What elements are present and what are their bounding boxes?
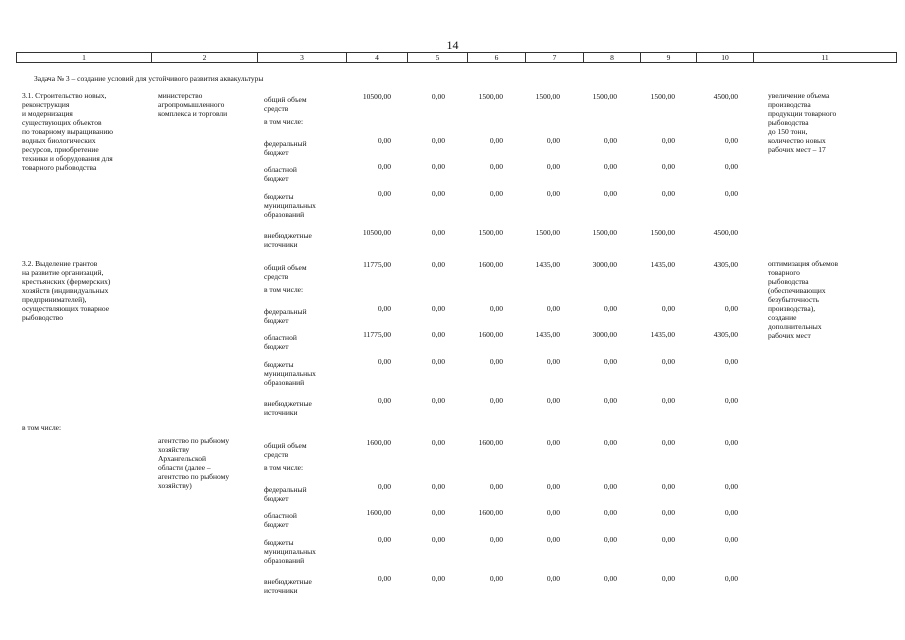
value-cell: 0,00 — [724, 162, 738, 171]
funding-source-label: средств — [264, 104, 289, 113]
value-cell: 1500,00 — [535, 92, 560, 101]
activity-name: хозяйств (индивидуальных — [22, 286, 109, 295]
value-cell: 0,00 — [489, 535, 503, 544]
value-cell: 1500,00 — [535, 228, 560, 237]
expected-result: рыбоводства — [768, 118, 809, 127]
activity-name: крестьянских (фермерских) — [22, 277, 111, 286]
executor-name: хозяйству — [158, 445, 190, 454]
value-cell: 0,00 — [603, 304, 617, 313]
col-header: 2 — [152, 53, 258, 63]
value-cell: 0,00 — [431, 438, 445, 447]
funding-source-label: внебюджетные — [264, 577, 312, 586]
funding-source-label: муниципальных — [264, 201, 316, 210]
value-cell: 0,00 — [724, 574, 738, 583]
value-cell: 1600,00 — [366, 438, 391, 447]
value-cell: 1500,00 — [478, 228, 503, 237]
value-cell: 0,00 — [489, 136, 503, 145]
executor-name: министерство — [158, 91, 203, 100]
value-cell: 0,00 — [724, 136, 738, 145]
value-cell: 0,00 — [489, 189, 503, 198]
value-cell: 0,00 — [603, 574, 617, 583]
value-cell: 0,00 — [603, 438, 617, 447]
value-cell: 0,00 — [431, 330, 445, 339]
value-cell: 1500,00 — [650, 92, 675, 101]
activity-name: и модернизация — [22, 109, 73, 118]
value-cell: 1435,00 — [535, 330, 560, 339]
value-cell: 0,00 — [431, 162, 445, 171]
value-cell: 0,00 — [377, 574, 391, 583]
funding-source-label: федеральный — [264, 307, 307, 316]
executor-name: Архангельской — [158, 454, 206, 463]
funding-source-label: бюджет — [264, 316, 289, 325]
funding-source-label: областной — [264, 165, 297, 174]
value-cell: 0,00 — [546, 189, 560, 198]
funding-source-label: внебюджетные — [264, 399, 312, 408]
value-cell: 4305,00 — [713, 260, 738, 269]
value-cell: 4500,00 — [713, 92, 738, 101]
funding-source-label: бюджеты — [264, 538, 294, 547]
col-header: 1 — [17, 53, 152, 63]
activity-name: ресурсов, приобретение — [22, 145, 99, 154]
value-cell: 0,00 — [603, 508, 617, 517]
funding-source-label: источники — [264, 586, 298, 595]
expected-result: безубыточность — [768, 295, 819, 304]
funding-source-label: бюджет — [264, 494, 289, 503]
executor-name: комплекса и торговли — [158, 109, 228, 118]
activity-name: товарного рыбоводства — [22, 163, 97, 172]
funding-source-label: бюджет — [264, 342, 289, 351]
value-cell: 10500,00 — [362, 228, 391, 237]
funding-source-label: областной — [264, 511, 297, 520]
col-header: 5 — [408, 53, 468, 63]
expected-result: рыбоводства — [768, 277, 809, 286]
value-cell: 0,00 — [489, 357, 503, 366]
value-cell: 1435,00 — [535, 260, 560, 269]
value-cell: 0,00 — [431, 574, 445, 583]
value-cell: 0,00 — [546, 574, 560, 583]
value-cell: 3000,00 — [592, 330, 617, 339]
value-cell: 0,00 — [431, 304, 445, 313]
value-cell: 0,00 — [546, 162, 560, 171]
value-cell: 0,00 — [377, 162, 391, 171]
funding-source-label: образований — [264, 378, 305, 387]
value-cell: 0,00 — [431, 228, 445, 237]
funding-source-label: бюджет — [264, 148, 289, 157]
value-cell: 1500,00 — [478, 92, 503, 101]
value-cell: 0,00 — [724, 438, 738, 447]
task-title: Задача № 3 – создание условий для устойчивого развития аквакультуры — [34, 74, 264, 83]
col-header: 3 — [258, 53, 347, 63]
value-cell: 3000,00 — [592, 260, 617, 269]
value-cell: 0,00 — [431, 357, 445, 366]
col-header: 11 — [754, 53, 897, 63]
expected-result: оптимизация объемов — [768, 259, 839, 268]
value-cell: 0,00 — [377, 357, 391, 366]
col-header: 4 — [347, 53, 408, 63]
value-cell: 0,00 — [489, 574, 503, 583]
activity-name: на развитие организаций, — [22, 268, 104, 277]
value-cell: 0,00 — [603, 482, 617, 491]
value-cell: 0,00 — [431, 189, 445, 198]
funding-source-label: источники — [264, 240, 298, 249]
executor-name: агропромышленного — [158, 100, 225, 109]
col-header: 10 — [697, 53, 754, 63]
col-header: 6 — [468, 53, 526, 63]
value-cell: 4305,00 — [713, 330, 738, 339]
funding-source-label: в том числе: — [264, 285, 304, 294]
expected-result: рабочих мест — [768, 331, 811, 340]
page-number: 14 — [446, 38, 459, 52]
executor-name: агентство по рыбному — [158, 472, 230, 481]
funding-source-label: образований — [264, 210, 305, 219]
value-cell: 0,00 — [546, 508, 560, 517]
value-cell: 0,00 — [724, 535, 738, 544]
funding-source-label: образований — [264, 556, 305, 565]
funding-source-label: в том числе: — [264, 463, 304, 472]
value-cell: 0,00 — [661, 136, 675, 145]
col-header: 8 — [584, 53, 641, 63]
expected-result: создание — [768, 313, 797, 322]
value-cell: 1600,00 — [478, 330, 503, 339]
expected-result: рабочих мест – 17 — [768, 145, 826, 154]
value-cell: 0,00 — [431, 260, 445, 269]
value-cell: 1435,00 — [650, 330, 675, 339]
expected-result: производства), — [768, 304, 816, 313]
funding-source-label: средств — [264, 450, 289, 459]
funding-source-label: общий объем — [264, 95, 307, 104]
value-cell: 0,00 — [724, 357, 738, 366]
funding-source-label: бюджеты — [264, 192, 294, 201]
expected-result: дополнительных — [768, 322, 822, 331]
funding-source-label: муниципальных — [264, 369, 316, 378]
col-header: 7 — [526, 53, 584, 63]
expected-result: продукции товарного — [768, 109, 837, 118]
value-cell: 0,00 — [431, 508, 445, 517]
activity-name: по товарному выращиванию — [22, 127, 113, 136]
funding-source-label: областной — [264, 333, 297, 342]
activity-name: осуществляющих товарное — [22, 304, 110, 313]
value-cell: 0,00 — [377, 482, 391, 491]
executor-name: области (далее – — [158, 463, 211, 472]
value-cell: 1600,00 — [366, 508, 391, 517]
funding-source-label: общий объем — [264, 441, 307, 450]
value-cell: 1500,00 — [592, 228, 617, 237]
value-cell: 11775,00 — [363, 330, 391, 339]
executor-name: агентство по рыбному — [158, 436, 230, 445]
value-cell: 0,00 — [603, 396, 617, 405]
value-cell: 0,00 — [431, 136, 445, 145]
value-cell: 0,00 — [546, 396, 560, 405]
value-cell: 0,00 — [724, 396, 738, 405]
value-cell: 0,00 — [546, 357, 560, 366]
value-cell: 0,00 — [546, 136, 560, 145]
funding-source-label: в том числе: — [264, 117, 304, 126]
funding-source-label: средств — [264, 272, 289, 281]
value-cell: 0,00 — [431, 482, 445, 491]
funding-source-label: бюджет — [264, 520, 289, 529]
value-cell: 0,00 — [603, 357, 617, 366]
value-cell: 0,00 — [661, 574, 675, 583]
funding-source-label: общий объем — [264, 263, 307, 272]
funding-source-label: бюджеты — [264, 360, 294, 369]
value-cell: 1500,00 — [650, 228, 675, 237]
value-cell: 0,00 — [377, 396, 391, 405]
value-cell: 0,00 — [546, 535, 560, 544]
activity-name: предпринимателей), — [22, 295, 87, 304]
value-cell: 11775,00 — [363, 260, 391, 269]
col-header: 9 — [641, 53, 697, 63]
value-cell: 0,00 — [724, 189, 738, 198]
expected-result: увеличение объема — [768, 91, 830, 100]
expected-result: производства — [768, 100, 811, 109]
value-cell: 1435,00 — [650, 260, 675, 269]
value-cell: 0,00 — [603, 162, 617, 171]
value-cell: 0,00 — [489, 396, 503, 405]
funding-source-label: федеральный — [264, 485, 307, 494]
value-cell: 0,00 — [603, 189, 617, 198]
value-cell: 0,00 — [546, 438, 560, 447]
activity-name: реконструкция — [22, 100, 70, 109]
expected-result: до 150 тонн, — [768, 127, 808, 136]
value-cell: 0,00 — [661, 304, 675, 313]
activity-name: рыбоводство — [22, 313, 64, 322]
expected-result: (обеспечивающих — [768, 286, 826, 295]
value-cell: 1500,00 — [592, 92, 617, 101]
value-cell: 4500,00 — [713, 228, 738, 237]
value-cell: 10500,00 — [362, 92, 391, 101]
value-cell: 1600,00 — [478, 260, 503, 269]
expected-result: количество новых — [768, 136, 826, 145]
value-cell: 0,00 — [661, 396, 675, 405]
value-cell: 0,00 — [661, 508, 675, 517]
value-cell: 0,00 — [724, 304, 738, 313]
value-cell: 1600,00 — [478, 438, 503, 447]
value-cell: 0,00 — [603, 535, 617, 544]
value-cell: 0,00 — [377, 189, 391, 198]
value-cell: 0,00 — [661, 357, 675, 366]
value-cell: 0,00 — [377, 304, 391, 313]
value-cell: 0,00 — [724, 482, 738, 491]
activity-name: существующих объектов — [22, 118, 102, 127]
funding-source-label: бюджет — [264, 174, 289, 183]
value-cell: 0,00 — [431, 92, 445, 101]
value-cell: 0,00 — [603, 136, 617, 145]
value-cell: 0,00 — [489, 482, 503, 491]
value-cell: 0,00 — [661, 535, 675, 544]
funding-source-label: федеральный — [264, 139, 307, 148]
activity-name: 3.1. Строительство новых, — [22, 91, 107, 100]
value-cell: 0,00 — [431, 396, 445, 405]
value-cell: 0,00 — [489, 162, 503, 171]
value-cell: 0,00 — [661, 482, 675, 491]
activity-name: водных биологических — [22, 136, 96, 145]
value-cell: 0,00 — [489, 304, 503, 313]
funding-source-label: внебюджетные — [264, 231, 312, 240]
value-cell: 0,00 — [431, 535, 445, 544]
funding-source-label: муниципальных — [264, 547, 316, 556]
activity-name: техники и оборудования для — [22, 154, 113, 163]
value-cell: 0,00 — [661, 189, 675, 198]
value-cell: 0,00 — [661, 438, 675, 447]
value-cell: 0,00 — [377, 136, 391, 145]
activity-name: в том числе: — [22, 423, 62, 432]
activity-name: 3.2. Выделение грантов — [22, 259, 98, 268]
executor-name: хозяйству) — [158, 481, 192, 490]
value-cell: 0,00 — [724, 508, 738, 517]
column-header-row — [16, 52, 897, 63]
value-cell: 0,00 — [546, 482, 560, 491]
expected-result: товарного — [768, 268, 800, 277]
value-cell: 0,00 — [377, 535, 391, 544]
value-cell: 1600,00 — [478, 508, 503, 517]
value-cell: 0,00 — [546, 304, 560, 313]
value-cell: 0,00 — [661, 162, 675, 171]
funding-source-label: источники — [264, 408, 298, 417]
